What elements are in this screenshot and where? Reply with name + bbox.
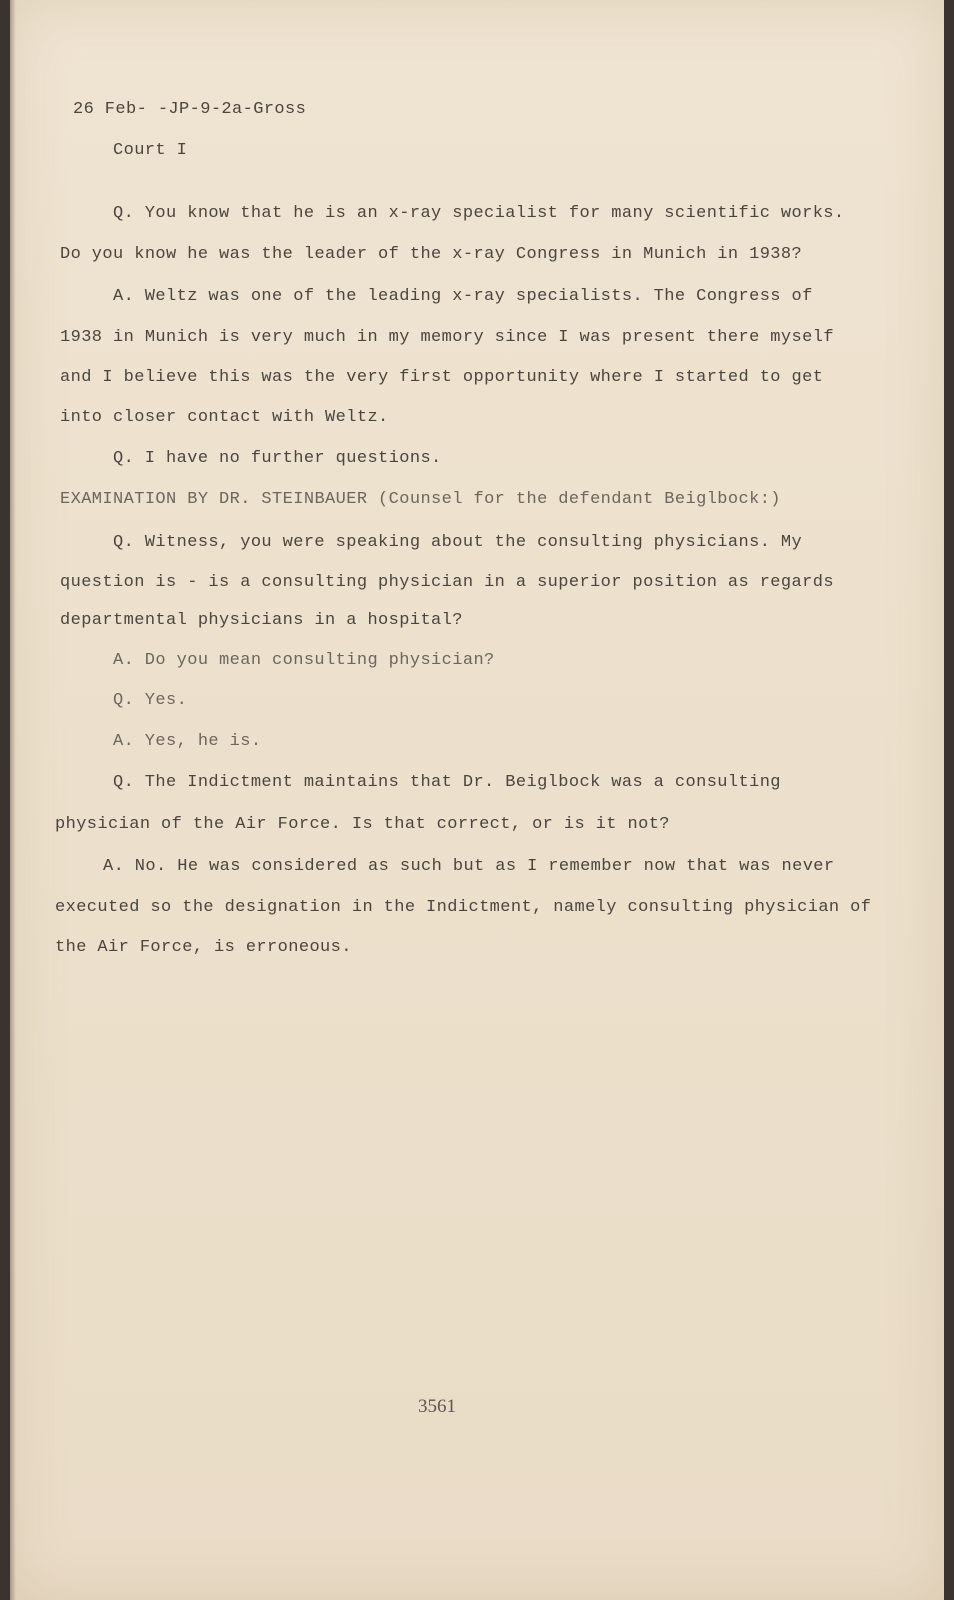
- text-line: Q. The Indictment maintains that Dr. Beiglbock was a consulting: [113, 773, 781, 792]
- text-line: Q. I have no further questions.: [113, 449, 442, 468]
- page-number: 3561: [418, 1396, 456, 1417]
- examination-heading: EXAMINATION BY DR. STEINBAUER (Counsel for the defendant Beiglbock:): [60, 490, 781, 509]
- page-edge-shadow: [10, 0, 16, 1600]
- text-line: executed so the designation in the Indictment, namely consulting physician of: [55, 898, 872, 917]
- text-line: and I believe this was the very first opportunity where I started to get: [60, 368, 824, 387]
- text-line: A. Do you mean consulting physician?: [113, 651, 495, 670]
- text-line: question is - is a consulting physician in a superior position as regards: [60, 573, 834, 592]
- text-line: A. Weltz was one of the leading x-ray specialists. The Congress of: [113, 287, 813, 306]
- header-reference: 26 Feb- -JP-9-2a-Gross: [73, 100, 307, 119]
- header-court: Court I: [113, 141, 188, 160]
- text-line: Q. Witness, you were speaking about the consulting physicians. My: [113, 533, 803, 552]
- document-page: [10, 0, 944, 1600]
- text-line: into closer contact with Weltz.: [60, 408, 389, 427]
- text-line: 1938 in Munich is very much in my memory since I was present there myself: [60, 328, 834, 347]
- text-line: Q. Yes.: [113, 691, 188, 710]
- text-line: Q. You know that he is an x-ray specialist for many scientific works.: [113, 204, 845, 223]
- text-line: departmental physicians in a hospital?: [60, 611, 463, 630]
- text-line: A. No. He was considered as such but as I remember now that was never: [103, 857, 835, 876]
- text-line: physician of the Air Force. Is that correct, or is it not?: [55, 815, 670, 834]
- text-line: Do you know he was the leader of the x-ray Congress in Munich in 1938?: [60, 245, 803, 264]
- text-line: A. Yes, he is.: [113, 732, 262, 751]
- text-line: the Air Force, is erroneous.: [55, 938, 352, 957]
